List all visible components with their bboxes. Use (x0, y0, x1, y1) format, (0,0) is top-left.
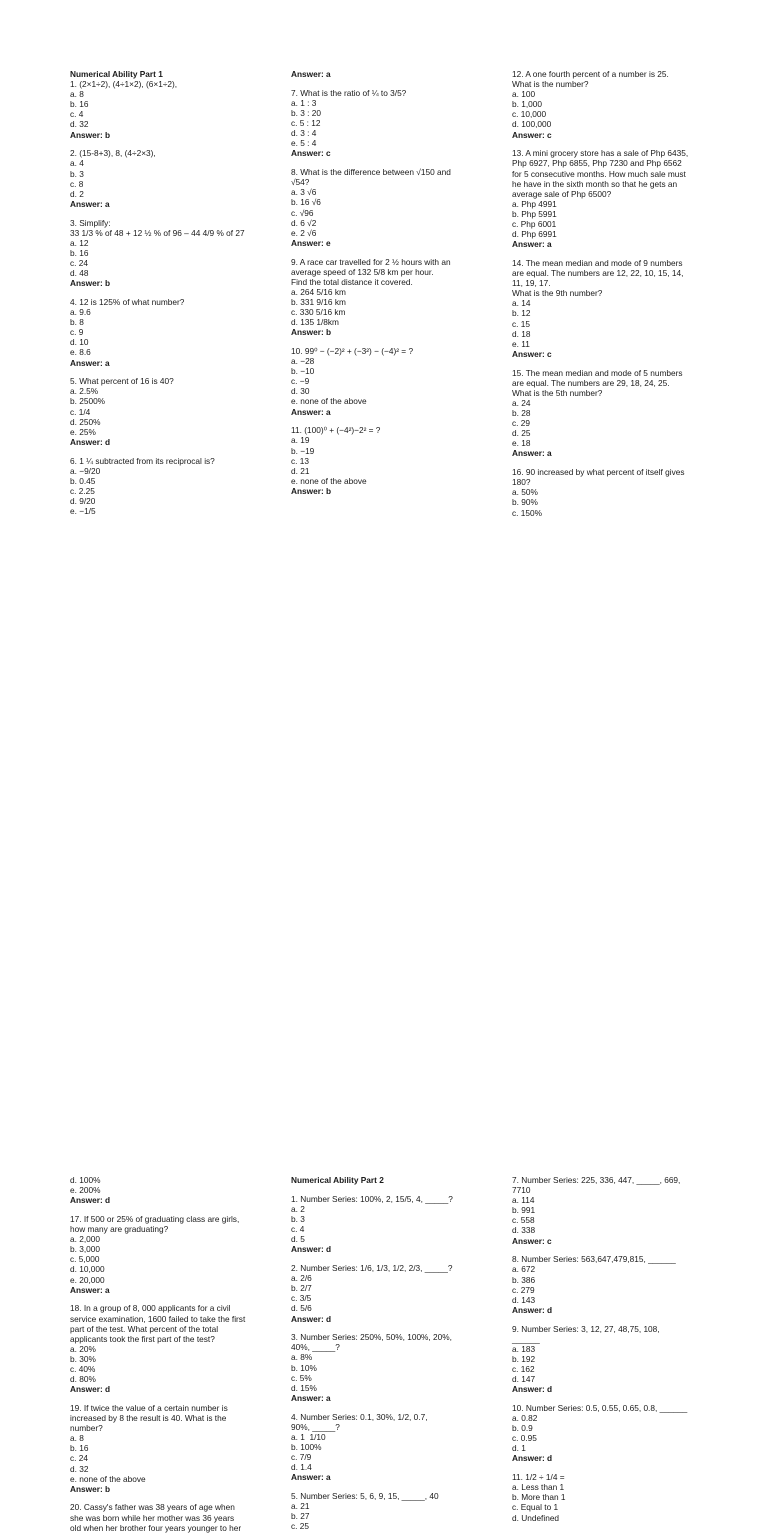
text-line: a. 4 (70, 158, 84, 169)
text-line: 18. In a group of 8, 000 applicants for a civil (70, 1303, 231, 1314)
spacer (291, 158, 509, 167)
text-line: 5. What percent of 16 is 40? (70, 376, 174, 387)
text-line: e. none of the above (70, 1473, 146, 1484)
text-line: d. Php 6991 (512, 229, 557, 240)
spacer (512, 140, 730, 149)
document-page-2 (0, 512, 768, 1533)
text-line: b. 3,000 (70, 1244, 100, 1255)
spacer (70, 209, 288, 218)
answer-line: Answer: d (512, 1453, 553, 1464)
text-line: 9. Number Series: 3, 12, 27, 48,75, 108, (512, 1323, 660, 1334)
spacer (70, 140, 288, 149)
text-line: 11. 1/2 ÷ 1/4 = (512, 1472, 565, 1483)
text-line: e. 18 (512, 438, 531, 449)
text-line: 6. 1 ¼ subtracted from its reciprocal is? (70, 455, 215, 466)
text-line: e. 2 √6 (291, 227, 317, 238)
text-line: 2. (15-8+3), 8, (4÷2×3), (70, 148, 156, 159)
text-line: c. 4 (70, 109, 84, 120)
text-line: c. 2.25 (70, 485, 95, 496)
text-line: a. 114 (512, 1195, 535, 1206)
text-line: c. 25 (291, 1521, 309, 1532)
text-line: 8. What is the difference between √150 and (291, 167, 451, 178)
text-line: e. 20,000 (70, 1274, 105, 1285)
text-line: b. 331 9/16 km (291, 296, 346, 307)
text-line: b. 1,000 (512, 99, 542, 110)
text-line: number? (70, 1423, 103, 1434)
text-line: d. 15% (291, 1382, 317, 1393)
answer-line: Answer: e (291, 237, 331, 248)
text-line: he have in the sixth month so that he gets an (512, 178, 678, 189)
answer-line: Answer: b (291, 485, 332, 496)
text-line: d. 100,000 (512, 119, 552, 130)
text-line: a. 50% (512, 487, 538, 498)
text-line: 4. 12 is 125% of what number? (70, 296, 185, 307)
text-line: c. 29 (512, 418, 530, 429)
text-line: b. 90% (512, 497, 538, 508)
spacer (291, 1403, 509, 1412)
text-line: a. 19 (291, 435, 310, 446)
text-line: b. 16 (70, 99, 89, 110)
text-line: c. 9 (70, 327, 84, 338)
text-line: 2. Number Series: 1/6, 1/3, 1/2, 2/3, _____? (291, 1263, 453, 1274)
text-line: b. 16 (70, 1443, 89, 1454)
text-line: 33 1/3 % of 48 + 12 ½ % of 96 – 44 4/9 % of 27 (70, 227, 245, 238)
answer-line: Answer: a (291, 406, 331, 417)
text-line: d. 1.4 (291, 1462, 312, 1473)
text-line: a. 2/6 (291, 1273, 312, 1284)
spacer (70, 368, 288, 377)
text-line: d. 3 : 4 (291, 128, 317, 139)
text-line: a. 1 : 3 (291, 97, 317, 108)
text-line: 10. Number Series: 0.5, 0.55, 0.65, 0.8, ______ (512, 1402, 688, 1413)
text-line: 17. If 500 or 25% of graduating class are girls, (70, 1213, 240, 1224)
text-line: increased by 8 the result is 40. What is the (70, 1413, 227, 1424)
text-line: b. 30% (70, 1353, 96, 1364)
answer-line: Answer: a (512, 239, 552, 250)
text-line: c. 279 (512, 1284, 535, 1295)
spacer (512, 1246, 730, 1255)
text-line: b. More than 1 (512, 1492, 566, 1503)
answer-line: Answer: d (70, 1384, 111, 1395)
text-line: b. 3 (70, 168, 84, 179)
text-line: 10. 99⁰ − (−2)² + (−3²) − (−4)² = ? (291, 346, 414, 356)
text-line: a. 2.5% (70, 386, 99, 397)
spacer (291, 1254, 509, 1263)
spacer (70, 447, 288, 456)
text-line: 13. A mini grocery store has a sale of Php 6435, (512, 148, 689, 159)
text-line: b. −19 (291, 445, 315, 456)
text-line: c. 1/4 (70, 406, 91, 417)
text-line: What is the number? (512, 79, 589, 90)
text-line: d. 10 (70, 337, 89, 348)
spacer (291, 337, 509, 346)
text-line: a. 3 √6 (291, 187, 317, 198)
text-line: c. 5 : 12 (291, 118, 321, 129)
page1-column-right (512, 69, 730, 518)
text-line: a. 12 (70, 237, 89, 248)
text-line: d. 5 (291, 1234, 305, 1245)
text-line: part of the test. What percent of the total (70, 1323, 219, 1334)
section-heading: Numerical Ability Part 1 (70, 69, 163, 79)
text-line: b. 3 : 20 (291, 107, 321, 118)
text-line: a. −28 (291, 356, 315, 367)
text-line: a. 8 (70, 1433, 84, 1444)
text-line: b. 386 (512, 1274, 536, 1285)
text-line: e. 200% (70, 1185, 101, 1196)
text-line: b. 0.9 (512, 1423, 533, 1434)
text-line: a. 21 (291, 1501, 310, 1512)
text-line: 90%, _____? (291, 1421, 340, 1432)
text-line: Find the total distance it covered. (291, 276, 413, 287)
text-line: a. 2 (291, 1203, 305, 1214)
answer-line: Answer: c (512, 129, 552, 140)
text-line: a. 672 (512, 1264, 536, 1275)
text-line: d. 5/6 (291, 1303, 312, 1314)
text-line: d. 9/20 (70, 496, 96, 506)
text-line: 40%, _____? (291, 1342, 340, 1353)
text-line: c. √96 (291, 207, 314, 218)
text-line: b. 2500% (70, 396, 106, 407)
text-line: a. 264 5/16 km (291, 286, 346, 297)
spacer (291, 1482, 509, 1491)
text-line: c. Equal to 1 (512, 1502, 559, 1513)
spacer (512, 1464, 730, 1473)
text-line: d. 338 (512, 1225, 536, 1236)
text-line: What is the 9th number? (512, 288, 603, 299)
text-line: b. Php 5991 (512, 208, 557, 219)
page1-column-left (70, 69, 288, 516)
text-line: she was born while her mother was 36 years (70, 1512, 235, 1523)
text-line: c. 10,000 (512, 109, 547, 120)
text-line: d. 25 (512, 428, 531, 439)
text-line: d. 2 (70, 188, 84, 199)
text-line: how many are graduating? (70, 1224, 169, 1235)
text-line: d. 32 (70, 1463, 89, 1474)
section-heading: Numerical Ability Part 2 (291, 1175, 384, 1185)
answer-line: Answer: b (70, 1483, 111, 1494)
text-line: 5. Number Series: 5, 6, 9, 15, _____, 40 (291, 1490, 439, 1501)
spacer (291, 79, 509, 88)
answer-line: Answer: a (70, 1284, 110, 1295)
text-line: c. 330 5/16 km (291, 307, 346, 318)
answer-line: Answer: a (291, 69, 331, 79)
spacer (512, 1315, 730, 1324)
text-line: c. 8 (70, 178, 84, 189)
text-line: c. 3/5 (291, 1293, 312, 1304)
text-line: b. 100% (291, 1441, 322, 1452)
text-line: e. −1/5 (70, 506, 96, 517)
text-line: c. 0.95 (512, 1433, 537, 1444)
text-line: d. 21 (291, 465, 310, 476)
text-line: What is the 5th number? (512, 387, 603, 398)
text-line: 4. Number Series: 0.1, 30%, 1/2, 0.7, (291, 1411, 428, 1422)
text-line: b. 10% (291, 1362, 317, 1373)
text-line: 14. The mean median and mode of 9 numbers (512, 257, 683, 268)
spacer (291, 248, 509, 257)
spacer (70, 1205, 288, 1214)
text-line: d. 250% (70, 416, 101, 427)
text-line: a. 8% (291, 1352, 313, 1363)
text-line: c. 24 (70, 257, 88, 268)
text-line: b. 0.45 (70, 475, 96, 486)
answer-line: Answer: a (512, 448, 552, 459)
answer-line: Answer: d (70, 1195, 111, 1206)
text-line: 7. What is the ratio of ¼ to 3/5? (291, 87, 407, 98)
text-line: Php 6927, Php 6855, Php 7230 and Php 6562 (512, 158, 682, 169)
text-line: √54? (291, 177, 310, 188)
text-line: e. 5 : 4 (291, 138, 317, 149)
spacer (70, 1295, 288, 1304)
text-line: b. 2/7 (291, 1283, 312, 1294)
answer-line: Answer: c (512, 1235, 552, 1246)
answer-line: Answer: b (70, 278, 111, 289)
text-line: applicants took the first part of the test? (70, 1333, 215, 1344)
answer-line: Answer: a (70, 198, 110, 209)
text-line: a. 100 (512, 89, 536, 100)
text-line: c. 5,000 (70, 1254, 100, 1265)
spacer (512, 458, 730, 467)
text-line: b. −10 (291, 366, 315, 377)
text-line: d. 48 (70, 268, 89, 279)
spacer (70, 288, 288, 297)
text-line: b. 27 (291, 1511, 310, 1522)
answer-line: Answer: d (512, 1384, 553, 1395)
text-line: 3. Number Series: 250%, 50%, 100%, 20%, (291, 1332, 452, 1343)
text-line: d. 18 (512, 328, 531, 339)
answer-line: Answer: d (291, 1244, 332, 1255)
answer-line: Answer: d (512, 1304, 553, 1315)
text-line: 11, 19, 17. (512, 278, 551, 289)
text-line: a. 0.82 (512, 1413, 538, 1424)
text-line: c. 7/9 (291, 1452, 312, 1462)
text-line: 1. (2×1÷2), (4÷1×2), (6×1÷2), (70, 79, 178, 90)
text-line: c. 162 (512, 1363, 535, 1374)
text-line: 8. Number Series: 563,647,479,815, ______ (512, 1254, 676, 1265)
text-line: a. 183 (512, 1343, 536, 1354)
answer-line: Answer: c (291, 148, 331, 159)
answer-line: Answer: a (291, 1392, 331, 1403)
text-line: a. 8 (70, 89, 84, 100)
answer-line: Answer: d (291, 1313, 332, 1324)
spacer (291, 417, 509, 426)
text-line: a. 9.6 (70, 307, 91, 318)
text-line: 3. Simplify: (70, 217, 111, 228)
text-line: c. 558 (512, 1215, 535, 1226)
document-page-1 (0, 0, 768, 518)
text-line: a. −9/20 (70, 465, 101, 476)
text-line: b. 16 √6 (291, 197, 321, 208)
text-line: b. 12 (512, 308, 531, 319)
text-line: c. 4 (291, 1224, 305, 1235)
text-line: e. 25% (70, 426, 96, 437)
text-line: are equal. The numbers are 29, 18, 24, 25. (512, 377, 670, 388)
text-line: b. 16 (70, 247, 89, 258)
page2-column-right (512, 1175, 730, 1523)
text-line: d. 1 (512, 1443, 526, 1454)
text-line: 12. A one fourth percent of a number is 25. (512, 69, 669, 79)
text-line: d. 143 (512, 1294, 536, 1305)
text-line: c. 24 (70, 1453, 88, 1464)
text-line: e. none of the above (291, 396, 367, 407)
text-line: 20. Cassy's father was 38 years of age when (70, 1502, 235, 1513)
text-line: c. 15 (512, 318, 530, 329)
page2-column-left (70, 1175, 288, 1533)
text-line: d. 135 1/8km (291, 317, 339, 328)
spacer (512, 359, 730, 368)
answer-line: Answer: c (512, 348, 552, 359)
text-line: c. 5% (291, 1372, 312, 1383)
spacer (512, 1394, 730, 1403)
answer-line: Answer: b (291, 327, 332, 338)
text-line: 7710 (512, 1185, 531, 1196)
text-line: d. 10,000 (70, 1264, 105, 1275)
text-line: 9. A race car travelled for 2 ½ hours with an (291, 256, 451, 267)
text-line: d. 32 (70, 119, 89, 130)
text-line: d. 6 √2 (291, 217, 317, 228)
spacer (70, 1394, 288, 1403)
text-line: c. −9 (291, 376, 310, 387)
text-line: 16. 90 increased by what percent of itself gives (512, 467, 685, 478)
text-line: 1. Number Series: 100%, 2, 15/5, 4, _____? (291, 1193, 453, 1204)
text-line: b. 28 (512, 407, 531, 418)
answer-line: Answer: b (70, 129, 111, 140)
text-line: d. 147 (512, 1374, 536, 1385)
text-line: a. Php 4991 (512, 198, 557, 209)
answer-line: Answer: d (70, 436, 111, 447)
text-line: a. Less than 1 (512, 1482, 565, 1493)
text-line: old when her brother four years younger to her (70, 1522, 242, 1533)
answer-line: Answer: a (291, 1472, 331, 1483)
spacer (291, 1185, 509, 1194)
text-line: c. 13 (291, 455, 309, 466)
text-line: ______ (512, 1333, 540, 1344)
text-line: e. 8.6 (70, 347, 91, 358)
text-line: for 5 consecutive months. How much sale must (512, 168, 686, 179)
text-line: c. Php 6001 (512, 219, 557, 229)
text-line: a. 20% (70, 1343, 96, 1354)
text-line: are equal. The numbers are 12, 22, 10, 15, 14, (512, 268, 684, 279)
page2-column-middle (291, 1175, 509, 1531)
text-line: d. Undefined (512, 1512, 560, 1523)
text-line: c. 150% (512, 507, 542, 518)
text-line: d. 100% (70, 1175, 101, 1185)
text-line: average sale of Php 6500? (512, 188, 612, 199)
spacer (291, 1324, 509, 1333)
spacer (512, 249, 730, 258)
text-line: 19. If twice the value of a certain number is (70, 1402, 228, 1413)
text-line: 11. (100)⁰ + (−4²)−2² = ? (291, 425, 381, 436)
text-line: service examination, 1600 failed to take the first (70, 1313, 246, 1324)
text-line: e. none of the above (291, 475, 367, 486)
text-line: b. 991 (512, 1205, 536, 1216)
text-line: b. 3 (291, 1213, 305, 1224)
text-line: a. 1 1/10 (291, 1431, 326, 1442)
text-line: d. 30 (291, 386, 310, 397)
answer-line: Answer: a (70, 357, 110, 368)
text-line: 7. Number Series: 225, 336, 447, _____, 669, (512, 1175, 681, 1185)
text-line: a. 14 (512, 298, 531, 309)
spacer (70, 1494, 288, 1503)
text-line: 180? (512, 477, 531, 488)
text-line: e. 11 (512, 338, 530, 349)
text-line: d. 80% (70, 1374, 96, 1385)
text-line: 15. The mean median and mode of 5 numbers (512, 367, 683, 378)
text-line: average speed of 132 5/8 km per hour. (291, 266, 434, 277)
text-line: a. 24 (512, 397, 531, 408)
text-line: a. 2,000 (70, 1234, 100, 1245)
text-line: b. 192 (512, 1353, 536, 1364)
page1-column-middle (291, 69, 509, 496)
text-line: c. 40% (70, 1363, 96, 1374)
text-line: b. 8 (70, 317, 84, 328)
